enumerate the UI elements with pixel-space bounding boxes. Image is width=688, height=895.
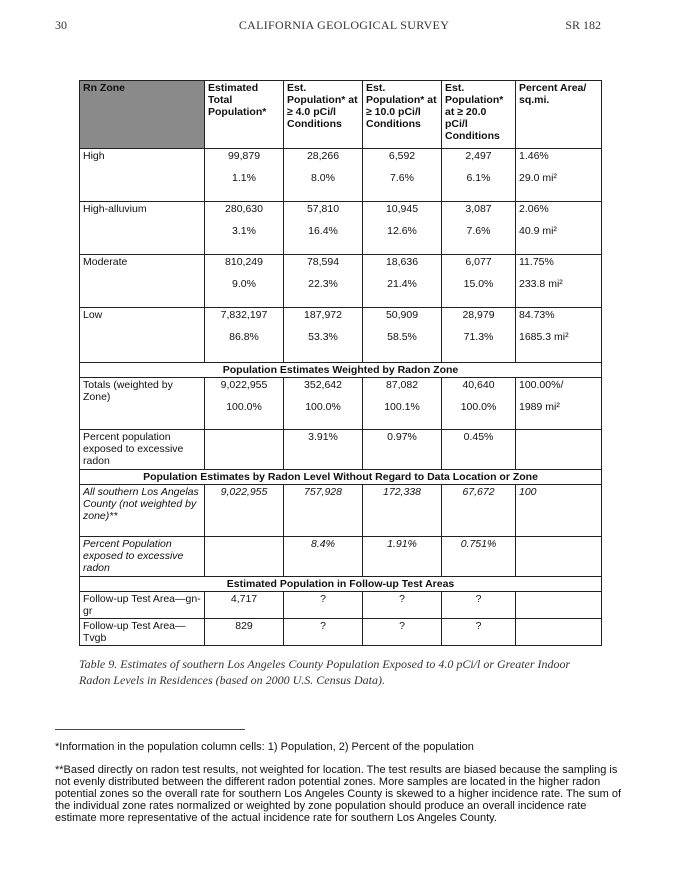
cell: 1.46% 29.0 mi² [516,149,602,202]
cell [205,430,284,470]
row-label: All southern Los Angelas County (not weighted by zone)** [80,485,205,537]
cell: 2,497 6.1% [442,149,516,202]
cell: 6,592 7.6% [363,149,442,202]
cell: ? [442,619,516,646]
cell [516,592,602,619]
column-header: Est. Population* at ≥ 20.0 pCi/l Conditions [442,81,516,149]
cell: 352,642 100.0% [284,378,363,430]
cell: 9,022,955 [205,485,284,537]
cell: 28,979 71.3% [442,308,516,363]
cell: 100.00%/ 1989 mi² [516,378,602,430]
section-heading: Estimated Population in Follow-up Test Areas [80,577,602,592]
section-band-row [80,577,602,592]
followup-row [80,592,602,619]
cell: 40,640 100.0% [442,378,516,430]
row-label: Follow-up Test Area—gn-gr [80,592,205,619]
row-label: Totals (weighted by Zone) [80,378,205,430]
row-label: Percent population exposed to excessive radon [80,430,205,470]
cell: 57,810 16.4% [284,202,363,255]
column-header: Est. Population* at ≥ 4.0 pCi/l Conditions [284,81,363,149]
table-row [80,255,602,308]
section-band-row [80,470,602,485]
cell: 280,630 3.1% [205,202,284,255]
column-header: Estimated Total Population* [205,81,284,149]
cell [516,430,602,470]
column-header: Percent Area/ sq.mi. [516,81,602,149]
report-id: SR 182 [565,18,601,32]
cell: 10,945 12.6% [363,202,442,255]
row-label: Follow-up Test Area—Tvgb [80,619,205,646]
percent-exposed-row [80,430,602,470]
cell: 3,087 7.6% [442,202,516,255]
cell: 100 [516,485,602,537]
column-header: Est. Population* at ≥ 10.0 pCi/l Conditions [363,81,442,149]
cell: 810,249 9.0% [205,255,284,308]
cell: ? [363,592,442,619]
column-header: Rn Zone [80,81,205,149]
cell: 172,338 [363,485,442,537]
cell: 28,266 8.0% [284,149,363,202]
zone-name: High-alluvium [80,202,205,255]
cell: 0.97% [363,430,442,470]
page-number: 30 [55,18,67,32]
table-row [80,202,602,255]
table-row [80,149,602,202]
cell [516,537,602,577]
cell: 187,972 53.3% [284,308,363,363]
zone-name: High [80,149,205,202]
cell [205,537,284,577]
cell: 0.751% [442,537,516,577]
cell: 18,636 21.4% [363,255,442,308]
totals-row [80,378,602,430]
unweighted-percent-row [80,537,602,577]
section-heading: Population Estimates by Radon Level Without Regard to Data Location or Zone [80,470,602,485]
cell: ? [442,592,516,619]
cell: 7,832,197 86.8% [205,308,284,363]
zone-name: Low [80,308,205,363]
running-header-title: CALIFORNIA GEOLOGICAL SURVEY [238,18,450,32]
table-caption: Table 9. Estimates of southern Los Angeles County Population Exposed to 4.0 pCi/l or Greater Indoor Radon Levels in Residences (based on 2000 U.S. Census Data). [79,657,571,687]
cell: 67,672 [442,485,516,537]
cell: 757,928 [284,485,363,537]
cell: 3.91% [284,430,363,470]
cell: 0.45% [442,430,516,470]
cell: 4,717 [205,592,284,619]
cell: ? [284,619,363,646]
table-header-row [80,81,602,149]
cell: 84.73% 1685.3 mi² [516,308,602,363]
cell [516,619,602,646]
cell: 9,022,955 100.0% [205,378,284,430]
cell: 6,077 15.0% [442,255,516,308]
cell: 99,879 1.1% [205,149,284,202]
cell: 87,082 100.1% [363,378,442,430]
cell: 78,594 22.3% [284,255,363,308]
section-heading: Population Estimates Weighted by Radon Zone [80,363,602,378]
unweighted-row [80,485,602,537]
followup-row [80,619,602,646]
footnote-unweighted-results: **Based directly on radon test results, not weighted for location. The test results are biased because the sampling is not evenly distributed between the different radon potential zones. More samples are located in the higher radon potential zones so the overall rate for southern Los Angeles County is skewed to a higher incidence rate. The sum of the individual zone rates normalized or weighted by zone population should produce an overall incidence rate estimate more representative of the actual incidence rate for southern Los Angeles County. [55,764,622,824]
radon-population-table [79,80,602,646]
cell: 8.4% [284,537,363,577]
table-row [80,308,602,363]
row-label: Percent Population exposed to excessive radon [80,537,205,577]
section-band-row [80,363,602,378]
cell: ? [363,619,442,646]
footnote-divider [55,729,245,730]
cell: ? [284,592,363,619]
zone-name: Moderate [80,255,205,308]
cell: 829 [205,619,284,646]
cell: 11.75% 233.8 mi² [516,255,602,308]
footnote-population-cells: *Information in the population column cells: 1) Population, 2) Percent of the population [55,741,474,753]
cell: 50,909 58.5% [363,308,442,363]
cell: 2.06% 40.9 mi² [516,202,602,255]
cell: 1.91% [363,537,442,577]
